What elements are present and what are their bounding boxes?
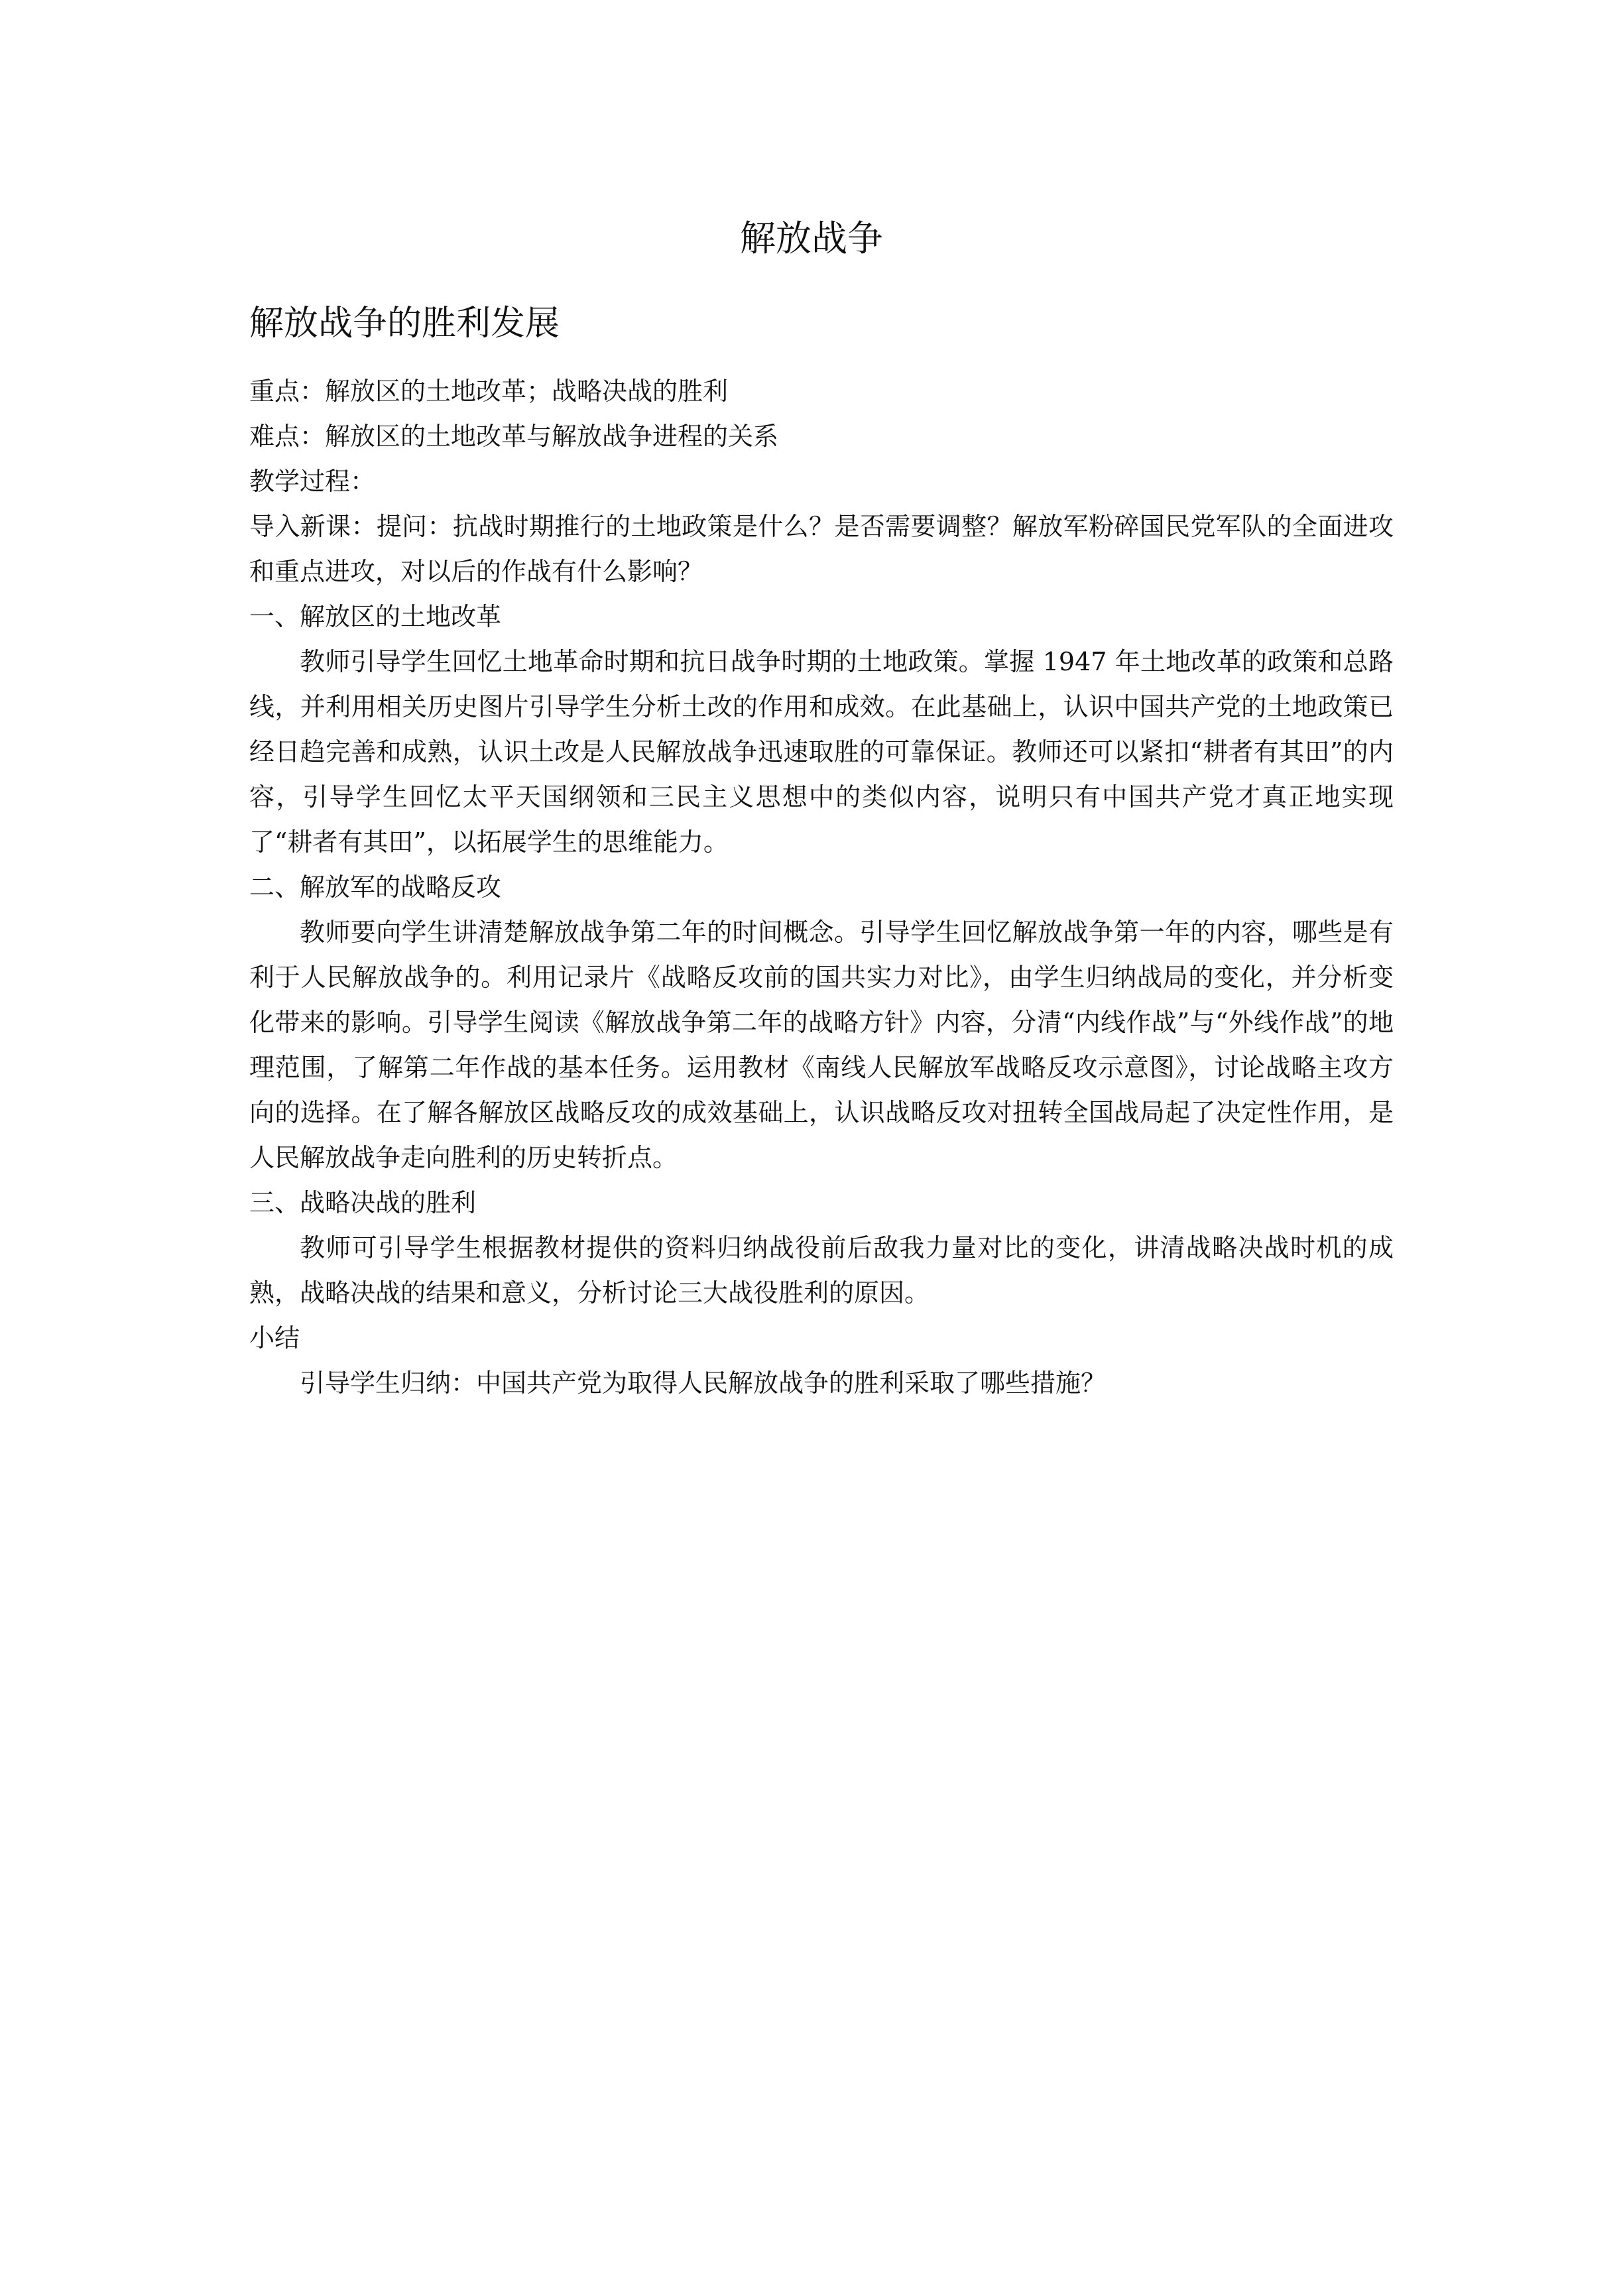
document-title: 解放战争 bbox=[740, 217, 883, 259]
process-label: 教学过程： bbox=[249, 467, 376, 496]
lesson-title: 解放战争的胜利发展 bbox=[249, 304, 560, 343]
lesson-content bbox=[249, 369, 1394, 1406]
section-body-land-reform: 教师引导学生回忆土地革命时期和抗日战争时期的土地政策。掌握 1947 年土地改革的政策和总路线，并利用相关历史图片引导学生分析土改的作用和成效。在此基础上，认识中国共产党的土地政策已经日趋完善和成熟，认识土改是人民解放战争迅速取胜的可靠保证。教师还可以紧扣“耕者有其田”的内容，引导学生回忆太平天国纲领和三民主义思想中的类似内容，说明只有中国共产党才真正地实现了“耕者有其田”，以拓展学生的思维能力。 bbox=[249, 647, 1394, 857]
section-body-summary: 引导学生归纳：中国共产党为取得人民解放战争的胜利采取了哪些措施？ bbox=[300, 1368, 1107, 1398]
section-body-counteroffensive: 教师要向学生讲清楚解放战争第二年的时间概念。引导学生回忆解放战争第一年的内容，哪些是有利于人民解放战争的。利用记录片《战略反攻前的国共实力对比》，由学生归纳战局的变化，并分析变化带来的影响。引导学生阅读《解放战争第二年的战略方针》内容，分清“内线作战”与“外线作战”的地理范围，了解第二年作战的基本任务。运用教材《南线人民解放军战略反攻示意图》，讨论战略主攻方向的选择。在了解各解放区战略反攻的成效基础上，认识战略反攻对扭转全国战局起了决定性作用，是人民解放战争走向胜利的历史转折点。 bbox=[249, 918, 1394, 1172]
section-heading-land-reform: 一、解放区的土地改革 bbox=[249, 602, 502, 631]
intro-paragraph: 导入新课：提问：抗战时期推行的土地政策是什么？是否需要调整？解放军粉碎国民党军队的全面进攻和重点进攻，对以后的作战有什么影响？ bbox=[249, 512, 1394, 586]
section-heading-counteroffensive: 二、解放军的战略反攻 bbox=[249, 873, 502, 902]
section-heading-decisive-battle: 三、战略决战的胜利 bbox=[249, 1188, 477, 1217]
key-points: 重点：解放区的土地改革；战略决战的胜利 bbox=[249, 377, 729, 406]
section-heading-summary: 小结 bbox=[249, 1323, 300, 1353]
difficulties: 难点：解放区的土地改革与解放战争进程的关系 bbox=[249, 422, 779, 451]
section-body-decisive-battle: 教师可引导学生根据教材提供的资料归纳战役前后敌我力量对比的变化，讲清战略决战时机的成熟，战略决战的结果和意义，分析讨论三大战役胜利的原因。 bbox=[249, 1233, 1394, 1307]
